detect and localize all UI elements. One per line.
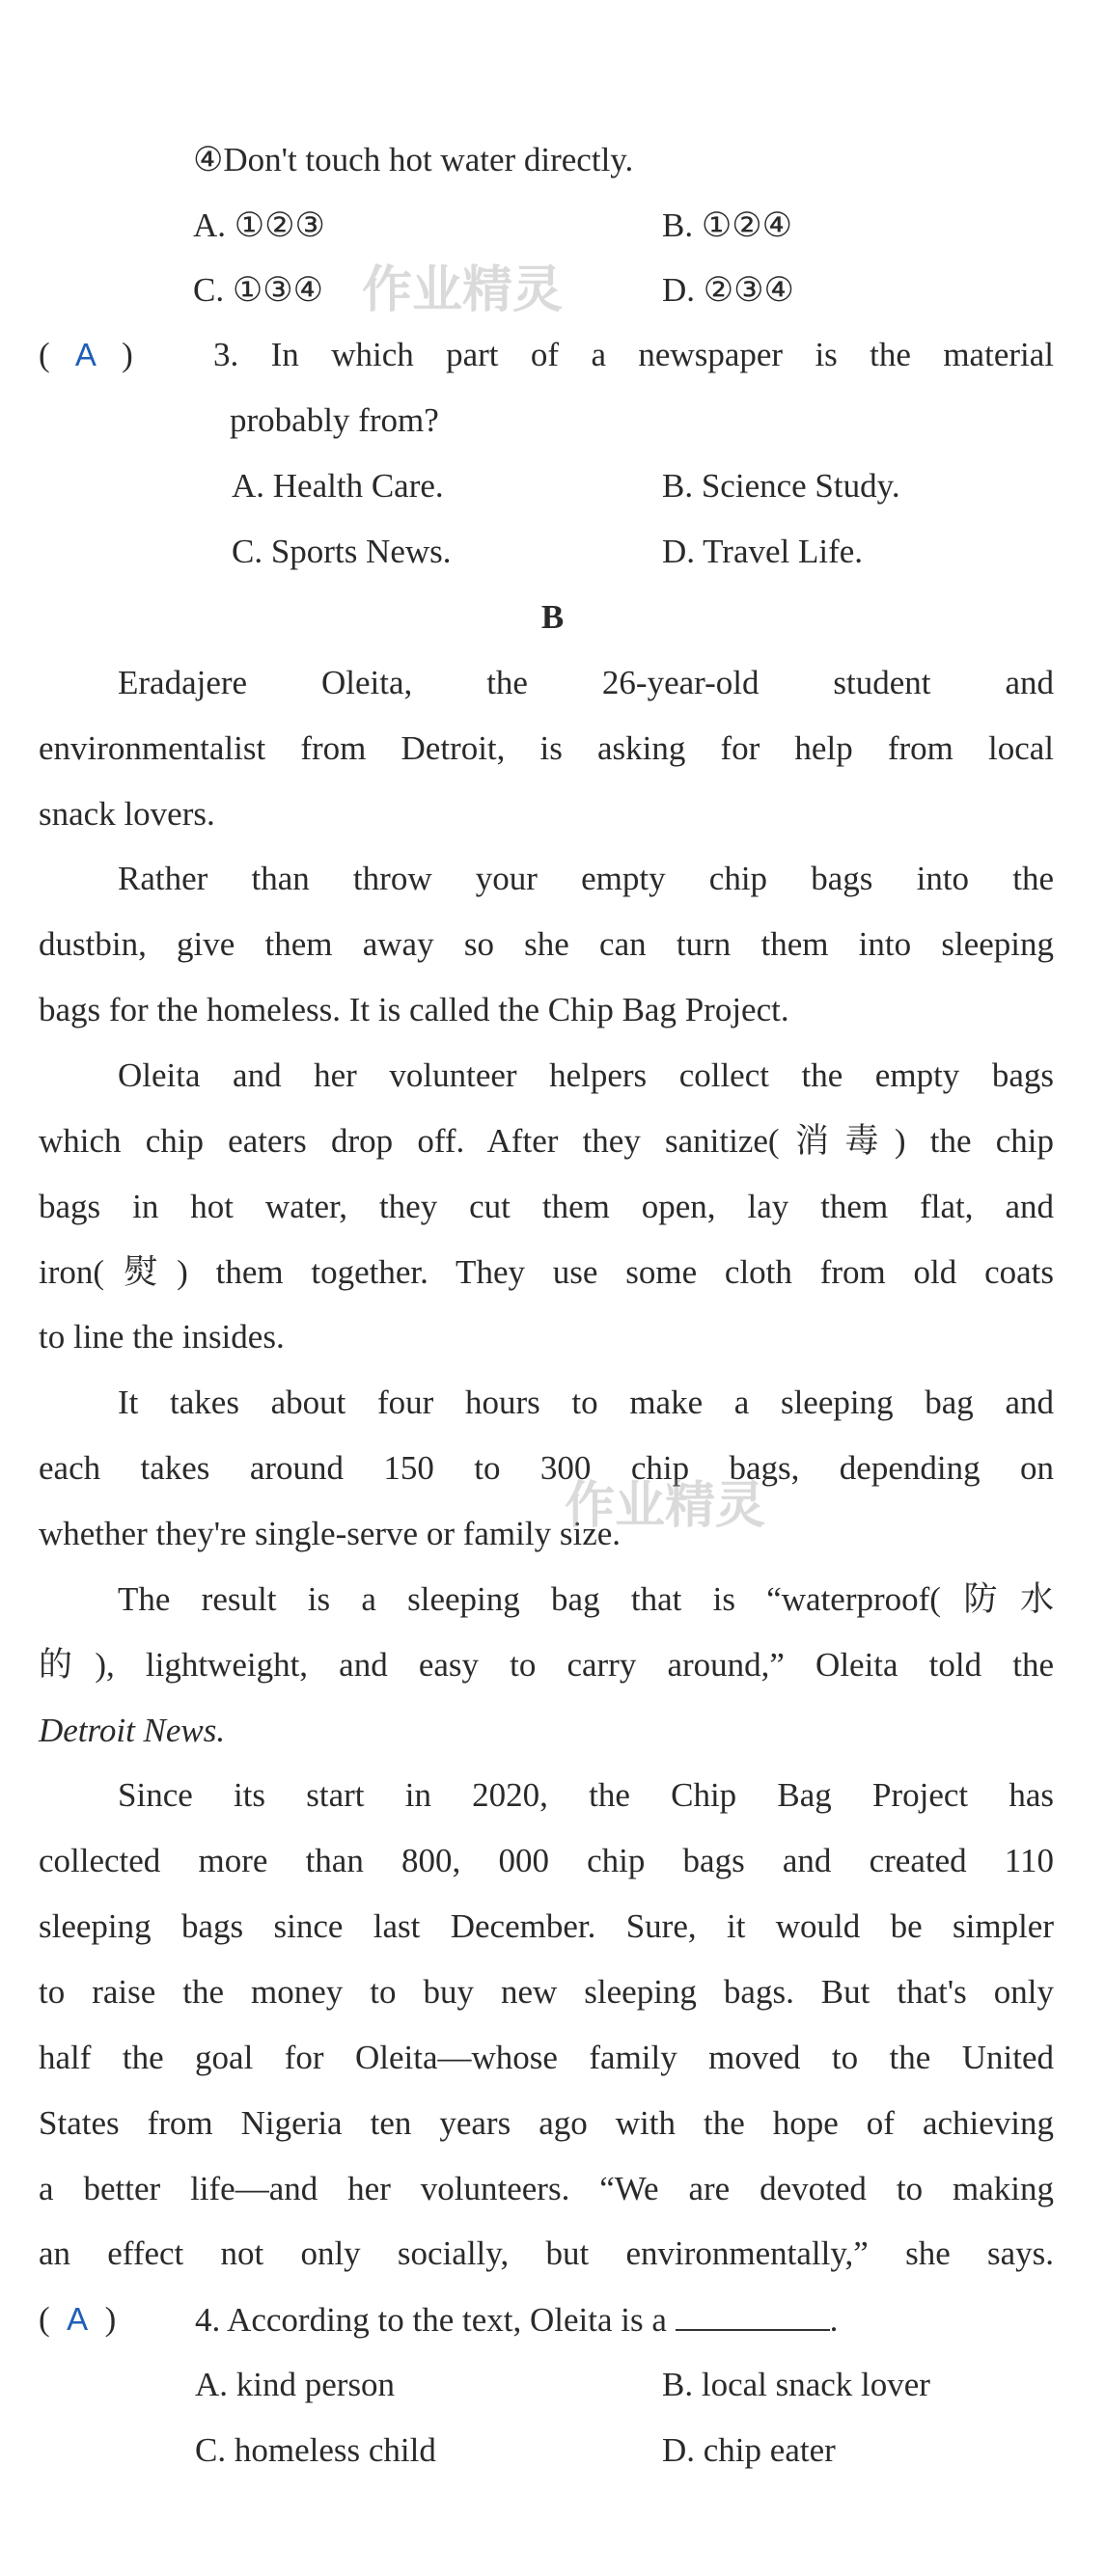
q4-answer-bracket: ( A ) — [39, 2300, 117, 2338]
passage-p3-line5: to line the insides. — [39, 1318, 285, 1356]
passage-p2-line3: bags for the homeless. It is called the Chip Bag Project. — [39, 991, 789, 1028]
passage-p6-line5: half the goal for Oleita—whose family moved to the United — [39, 2039, 1054, 2076]
passage-p3-line4: iron(熨) them together. They use some cloth from old coats — [39, 1253, 1054, 1291]
q3-option-b[interactable]: B. Science Study. — [662, 467, 900, 505]
q3-option-a[interactable]: A. Health Care. — [232, 467, 444, 505]
q4-answer: A — [67, 2301, 89, 2337]
passage-p6-line8: an effect not only socially, but environmentally,” she says. — [39, 2234, 1054, 2272]
passage-p1-line2: environmentalist from Detroit, is asking for help from local — [39, 729, 1054, 767]
passage-p4-line3: whether they're single-serve or family size. — [39, 1515, 622, 1552]
q2-option-b[interactable]: B. ①②④ — [662, 206, 792, 244]
q4-option-a[interactable]: A. kind person — [195, 2366, 396, 2403]
passage-p2-line2: dustbin, give them away so she can turn them into sleeping — [39, 925, 1054, 963]
q2-option-d[interactable]: D. ②③④ — [662, 271, 794, 309]
passage-p6-line2: collected more than 800, 000 chip bags and created 110 — [39, 1842, 1054, 1879]
passage-p6-line1: Since its start in 2020, the Chip Bag Project has — [118, 1776, 1054, 1814]
passage-p1-line3: snack lovers. — [39, 795, 215, 833]
q2-statement-4: ④Don't touch hot water directly. — [193, 141, 634, 178]
q3-answer: A — [74, 337, 97, 372]
passage-p5-line3: Detroit News. — [39, 1712, 226, 1749]
passage-p6-line3: sleeping bags since last December. Sure, it would be simpler — [39, 1907, 1054, 1945]
passage-p6-line6: States from Nigeria ten years ago with the hope of achieving — [39, 2104, 1054, 2142]
passage-p3-line2: which chip eaters drop off. After they sanitize(消毒) the chip — [39, 1122, 1054, 1160]
watermark-logo-top: 作业精灵 — [362, 261, 564, 319]
q3-question-line2: probably from? — [230, 401, 439, 439]
watermark-logo-middle: 作业精灵 — [565, 1477, 766, 1535]
q3-question-line1: 3. In which part of a newspaper is the material — [213, 336, 1054, 373]
passage-p3-line3: bags in hot water, they cut them open, lay them flat, and — [39, 1188, 1054, 1225]
q4-question: 4. According to the text, Oleita is a . — [195, 2301, 839, 2339]
q4-option-b[interactable]: B. local snack lover — [662, 2366, 930, 2403]
passage-p4-line2: each takes around 150 to 300 chip bags, depending on — [39, 1449, 1054, 1487]
passage-p6-line4: to raise the money to buy new sleeping bags. But that's only — [39, 1973, 1054, 2011]
passage-p5-line2: 的), lightweight, and easy to carry around,” Oleita told the — [39, 1646, 1054, 1684]
passage-p5-line1: The result is a sleeping bag that is “waterproof(防水 — [118, 1580, 1054, 1618]
q3-option-c[interactable]: C. Sports News. — [232, 533, 452, 570]
q2-option-a[interactable]: A. ①②③ — [193, 206, 325, 244]
passage-p3-line1: Oleita and her volunteer helpers collect the empty bags — [118, 1056, 1054, 1094]
q2-option-c[interactable]: C. ①③④ — [193, 271, 323, 309]
q4-stem: 4. According to the text, Oleita is a — [195, 2301, 667, 2339]
passage-p1-line1: Eradajere Oleita, the 26-year-old student and — [118, 664, 1054, 701]
q3-answer-bracket: ( A ) — [39, 336, 133, 373]
q3-option-d[interactable]: D. Travel Life. — [662, 533, 864, 570]
q4-option-d[interactable]: D. chip eater — [662, 2431, 836, 2469]
passage-p4-line1: It takes about four hours to make a sleeping bag and — [118, 1384, 1054, 1421]
section-b-title: B — [540, 598, 565, 636]
q4-blank[interactable] — [676, 2302, 830, 2331]
passage-p2-line1: Rather than throw your empty chip bags into the — [118, 860, 1054, 897]
q4-option-c[interactable]: C. homeless child — [195, 2431, 436, 2469]
passage-p6-line7: a better life—and her volunteers. “We are devoted to making — [39, 2170, 1054, 2207]
